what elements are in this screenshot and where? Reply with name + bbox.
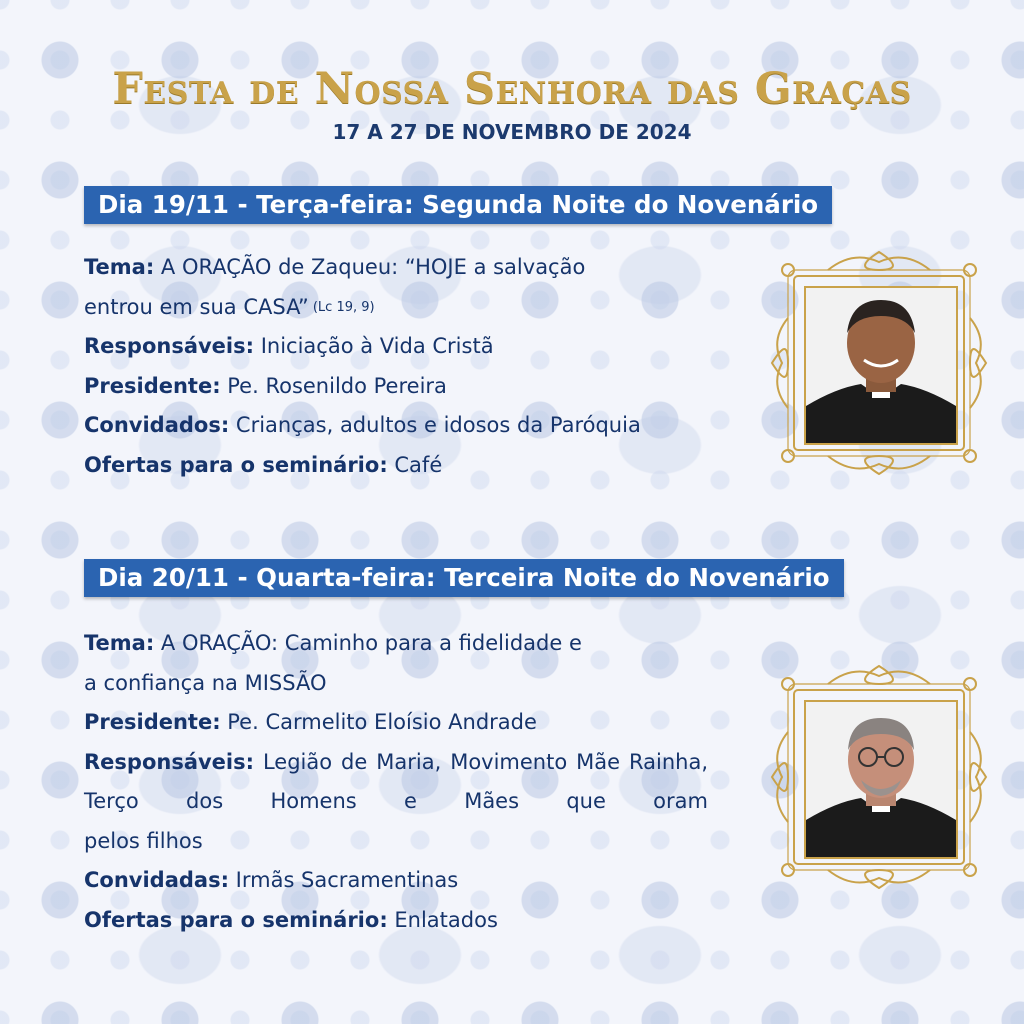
bible-reference: (Lc 19, 9) xyxy=(308,299,375,315)
day-details-1 xyxy=(84,248,641,485)
day-banner-2: Dia 20/11 - Quarta-feira: Terceira Noite do Novenário xyxy=(84,559,844,597)
presidente-label: Presidente: xyxy=(84,373,221,398)
priest-portrait-2 xyxy=(768,662,990,892)
priest-portrait-1 xyxy=(768,248,990,478)
day-details-2 xyxy=(84,624,708,940)
presidente-text: Pe. Rosenildo Pereira xyxy=(220,373,447,398)
tema-label: Tema: xyxy=(84,631,155,655)
responsaveis-text: Legião de Maria, Movimento Mãe Rainha, Terço dos Homens e Mães que oram xyxy=(84,749,708,813)
tema-text-cont: a confiança na MISSÃO xyxy=(84,670,327,695)
priest-photo xyxy=(804,700,958,859)
convidadas-label: Convidadas: xyxy=(84,868,229,892)
responsaveis-label: Responsáveis: xyxy=(84,749,255,774)
event-title: Festa de Nossa Senhora das Graças xyxy=(112,64,912,114)
tema-text: A ORAÇÃO de Zaqueu: “HOJE a salvação xyxy=(154,255,586,279)
event-dates: 17 A 27 DE NOVEMBRO DE 2024 xyxy=(332,120,692,144)
ofertas-text: Café xyxy=(387,452,443,477)
responsaveis-text-cont: pelos filhos xyxy=(84,828,203,853)
tema-label: Tema: xyxy=(84,255,155,279)
ofertas-label: Ofertas para o seminário: xyxy=(84,907,388,932)
ofertas-text: Enlatados xyxy=(387,907,498,932)
priest-photo xyxy=(804,286,958,445)
day-banner-1: Dia 19/11 - Terça-feira: Segunda Noite do Novenário xyxy=(84,186,832,224)
tema-text-cont: entrou em sua CASA” xyxy=(84,294,309,319)
convidados-text: Crianças, adultos e idosos da Paróquia xyxy=(229,413,641,437)
tema-text: A ORAÇÃO: Caminho para a fidelidade e xyxy=(154,631,582,655)
convidados-label: Convidados: xyxy=(84,413,230,437)
presidente-text: Pe. Carmelito Eloísio Andrade xyxy=(220,710,537,734)
responsaveis-text: Iniciação à Vida Cristã xyxy=(254,334,494,358)
ofertas-label: Ofertas para o seminário: xyxy=(84,452,388,477)
convidadas-text: Irmãs Sacramentinas xyxy=(228,868,459,892)
presidente-label: Presidente: xyxy=(84,710,221,734)
responsaveis-label: Responsáveis: xyxy=(84,334,255,358)
